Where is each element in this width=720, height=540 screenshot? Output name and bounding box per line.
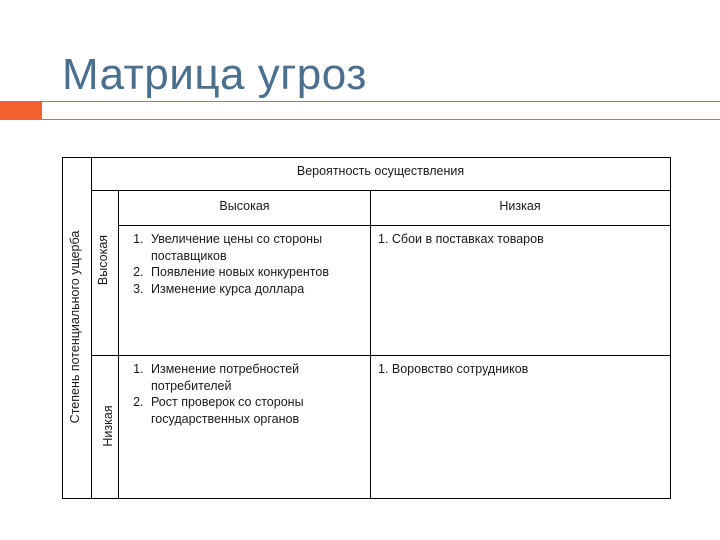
row-header-divider — [91, 157, 92, 498]
list-item: 1. Увеличение цены со стороны поставщиков — [147, 231, 367, 264]
col-header-divider — [91, 190, 670, 191]
title-accent-bar — [0, 101, 42, 120]
column-low-label: Низкая — [499, 199, 541, 213]
title-underline-top — [42, 101, 720, 102]
col-subheader-divider — [118, 225, 670, 226]
column-high-label: Высокая — [219, 199, 270, 213]
list-item: 2. Рост проверок со стороны государственных органов — [147, 394, 367, 427]
row-low-label: Низкая — [101, 405, 115, 447]
list-item: 2. Появление новых конкурентов — [147, 264, 367, 281]
cell-low-damage-high-prob — [119, 361, 367, 427]
row-header: Степень потенциального ущерба — [68, 230, 82, 424]
column-header: Вероятность осуществления — [296, 164, 465, 178]
row-divider — [91, 355, 670, 356]
cell-low-damage-low-prob: 1. Воровство сотрудников — [378, 362, 529, 376]
row-high-label: Высокая — [96, 234, 110, 286]
list-item: 3. Изменение курса доллара — [147, 281, 367, 298]
column-divider — [370, 191, 371, 498]
cell-high-damage-high-prob — [119, 231, 367, 297]
list-item: 1. Изменение потребностей потребителей — [147, 361, 367, 394]
title-underline-bottom — [42, 119, 720, 120]
page-title: Матрица угроз — [62, 50, 367, 99]
cell-high-damage-low-prob: 1. Сбои в поставках товаров — [378, 232, 544, 246]
